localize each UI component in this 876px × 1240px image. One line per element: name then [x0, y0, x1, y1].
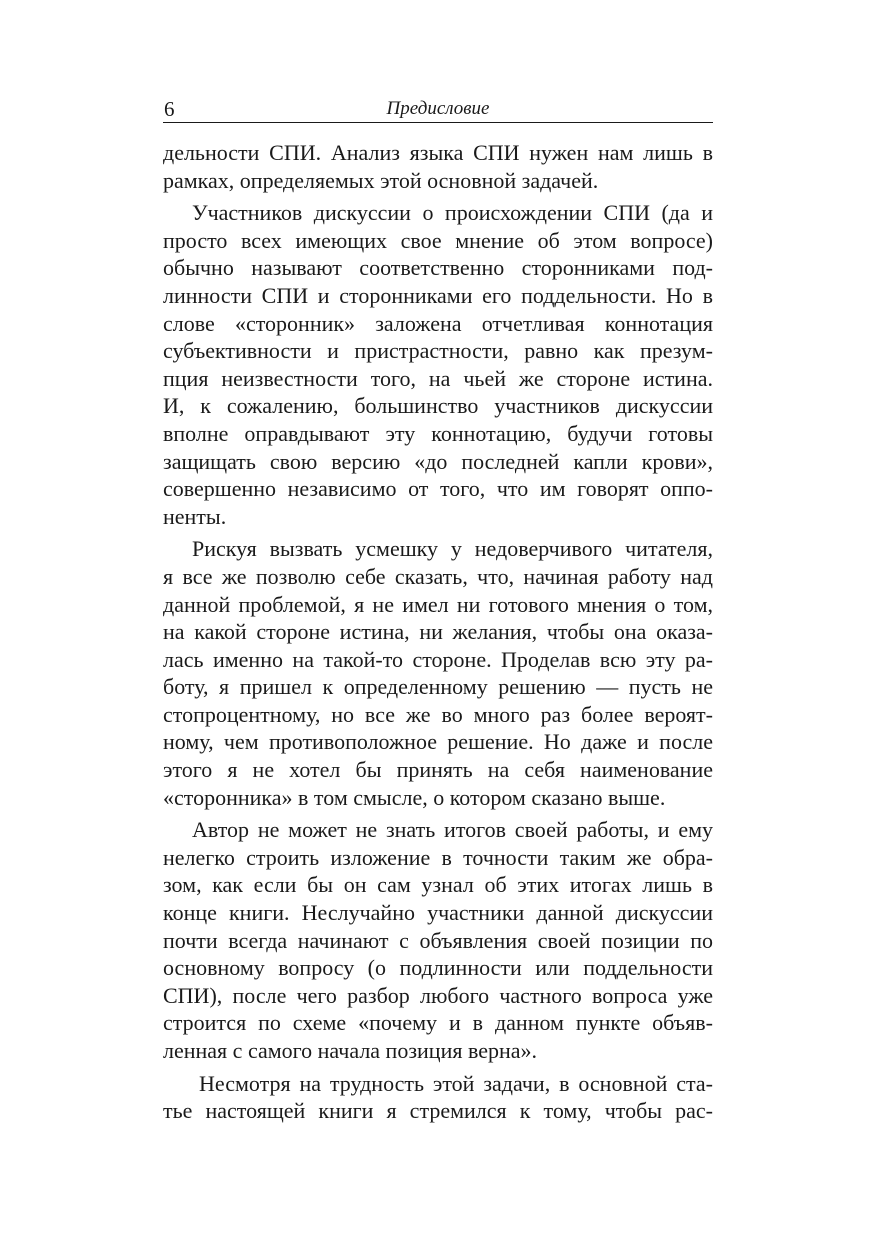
text-line: строится по схеме «почему и в данном пункте объяв- — [163, 1010, 713, 1036]
text-line: обычно называют соответственно сторонниками под- — [163, 255, 713, 281]
text-line: нелегко строить изложение в точности таким же обра- — [163, 844, 713, 870]
text-line: дельности СПИ. Анализ языка СПИ нужен нам лишь в — [163, 140, 713, 165]
text-line: И, к сожалению, большинство участников дискуссии — [163, 393, 713, 419]
text-line: СПИ), после чего разбор любого частного вопроса уже — [163, 982, 713, 1008]
text-line: этого я не хотел бы принять на себя наименование — [163, 757, 713, 783]
text-line: почти всегда начинают с объявления своей позиции по — [163, 927, 713, 953]
text-line: ному, чем противоположное решение. Но даже и после — [163, 729, 713, 755]
text-line: тье настоящей книги я стремился к тому, чтобы рас- — [163, 1098, 713, 1124]
body-text — [163, 139, 713, 1125]
paragraph — [163, 1070, 713, 1125]
text-line: субъективности и пристрастности, равно как презум- — [163, 338, 713, 364]
book-page — [163, 94, 713, 1130]
text-line: рамках, определяемых этой основной задачей. — [163, 167, 599, 193]
text-line: просто всех имеющих свое мнение об этом вопросе) — [163, 227, 713, 253]
paragraph — [163, 816, 713, 1064]
running-head — [163, 94, 713, 123]
text-line: на какой стороне истина, ни желания, чтобы она оказа- — [163, 619, 713, 645]
paragraph — [163, 535, 713, 811]
page-number: 6 — [164, 97, 175, 121]
text-line: основному вопросу (о подлинности или поддельности — [163, 955, 713, 981]
text-line: слове «сторонник» заложена отчетливая коннотация — [163, 310, 713, 336]
text-line: вполне оправдывают эту коннотацию, будучи готовы — [163, 420, 713, 446]
text-line: стопроцентному, но все же во много раз более вероят- — [163, 701, 713, 727]
text-line: пция неизвестности того, на чьей же стороне истина. — [163, 365, 713, 391]
text-line: лась именно на такой-то стороне. Проделав всю эту ра- — [163, 646, 713, 672]
text-line: ленная с самого начала позиция верна». — [163, 1038, 538, 1063]
text-line: Автор не может не знать итогов своей работы, и ему — [192, 817, 713, 843]
text-line: Рискуя вызвать усмешку у недоверчивого читателя, — [192, 536, 713, 562]
text-line: совершенно независимо от того, что им говорят оппо- — [163, 476, 713, 502]
text-line: Несмотря на трудность этой задачи, в основной ста- — [199, 1070, 713, 1096]
text-line: данной проблемой, я не имел ни готового мнения о том, — [163, 591, 713, 617]
text-line: линности СПИ и сторонниками его поддельности. Но в — [163, 282, 713, 308]
text-line: ненты. — [163, 503, 227, 529]
text-line: боту, я пришел к определенному решению — пусть не — [163, 674, 713, 700]
paragraph — [163, 199, 713, 530]
section-title: Предисловие — [386, 98, 490, 119]
text-line: я все же позволю себе сказать, что, начиная работу над — [163, 563, 713, 589]
text-line: защищать свою версию «до последней капли крови», — [163, 448, 713, 474]
paragraph — [163, 139, 713, 194]
text-line: зом, как если бы он сам узнал об этих итогах лишь в — [163, 872, 713, 898]
text-line: «сторонника» в том смысле, о котором сказано выше. — [163, 784, 666, 810]
text-line: Участников дискуссии о происхождении СПИ (да и — [192, 200, 713, 226]
text-line: конце книги. Неслучайно участники данной дискуссии — [163, 900, 713, 926]
